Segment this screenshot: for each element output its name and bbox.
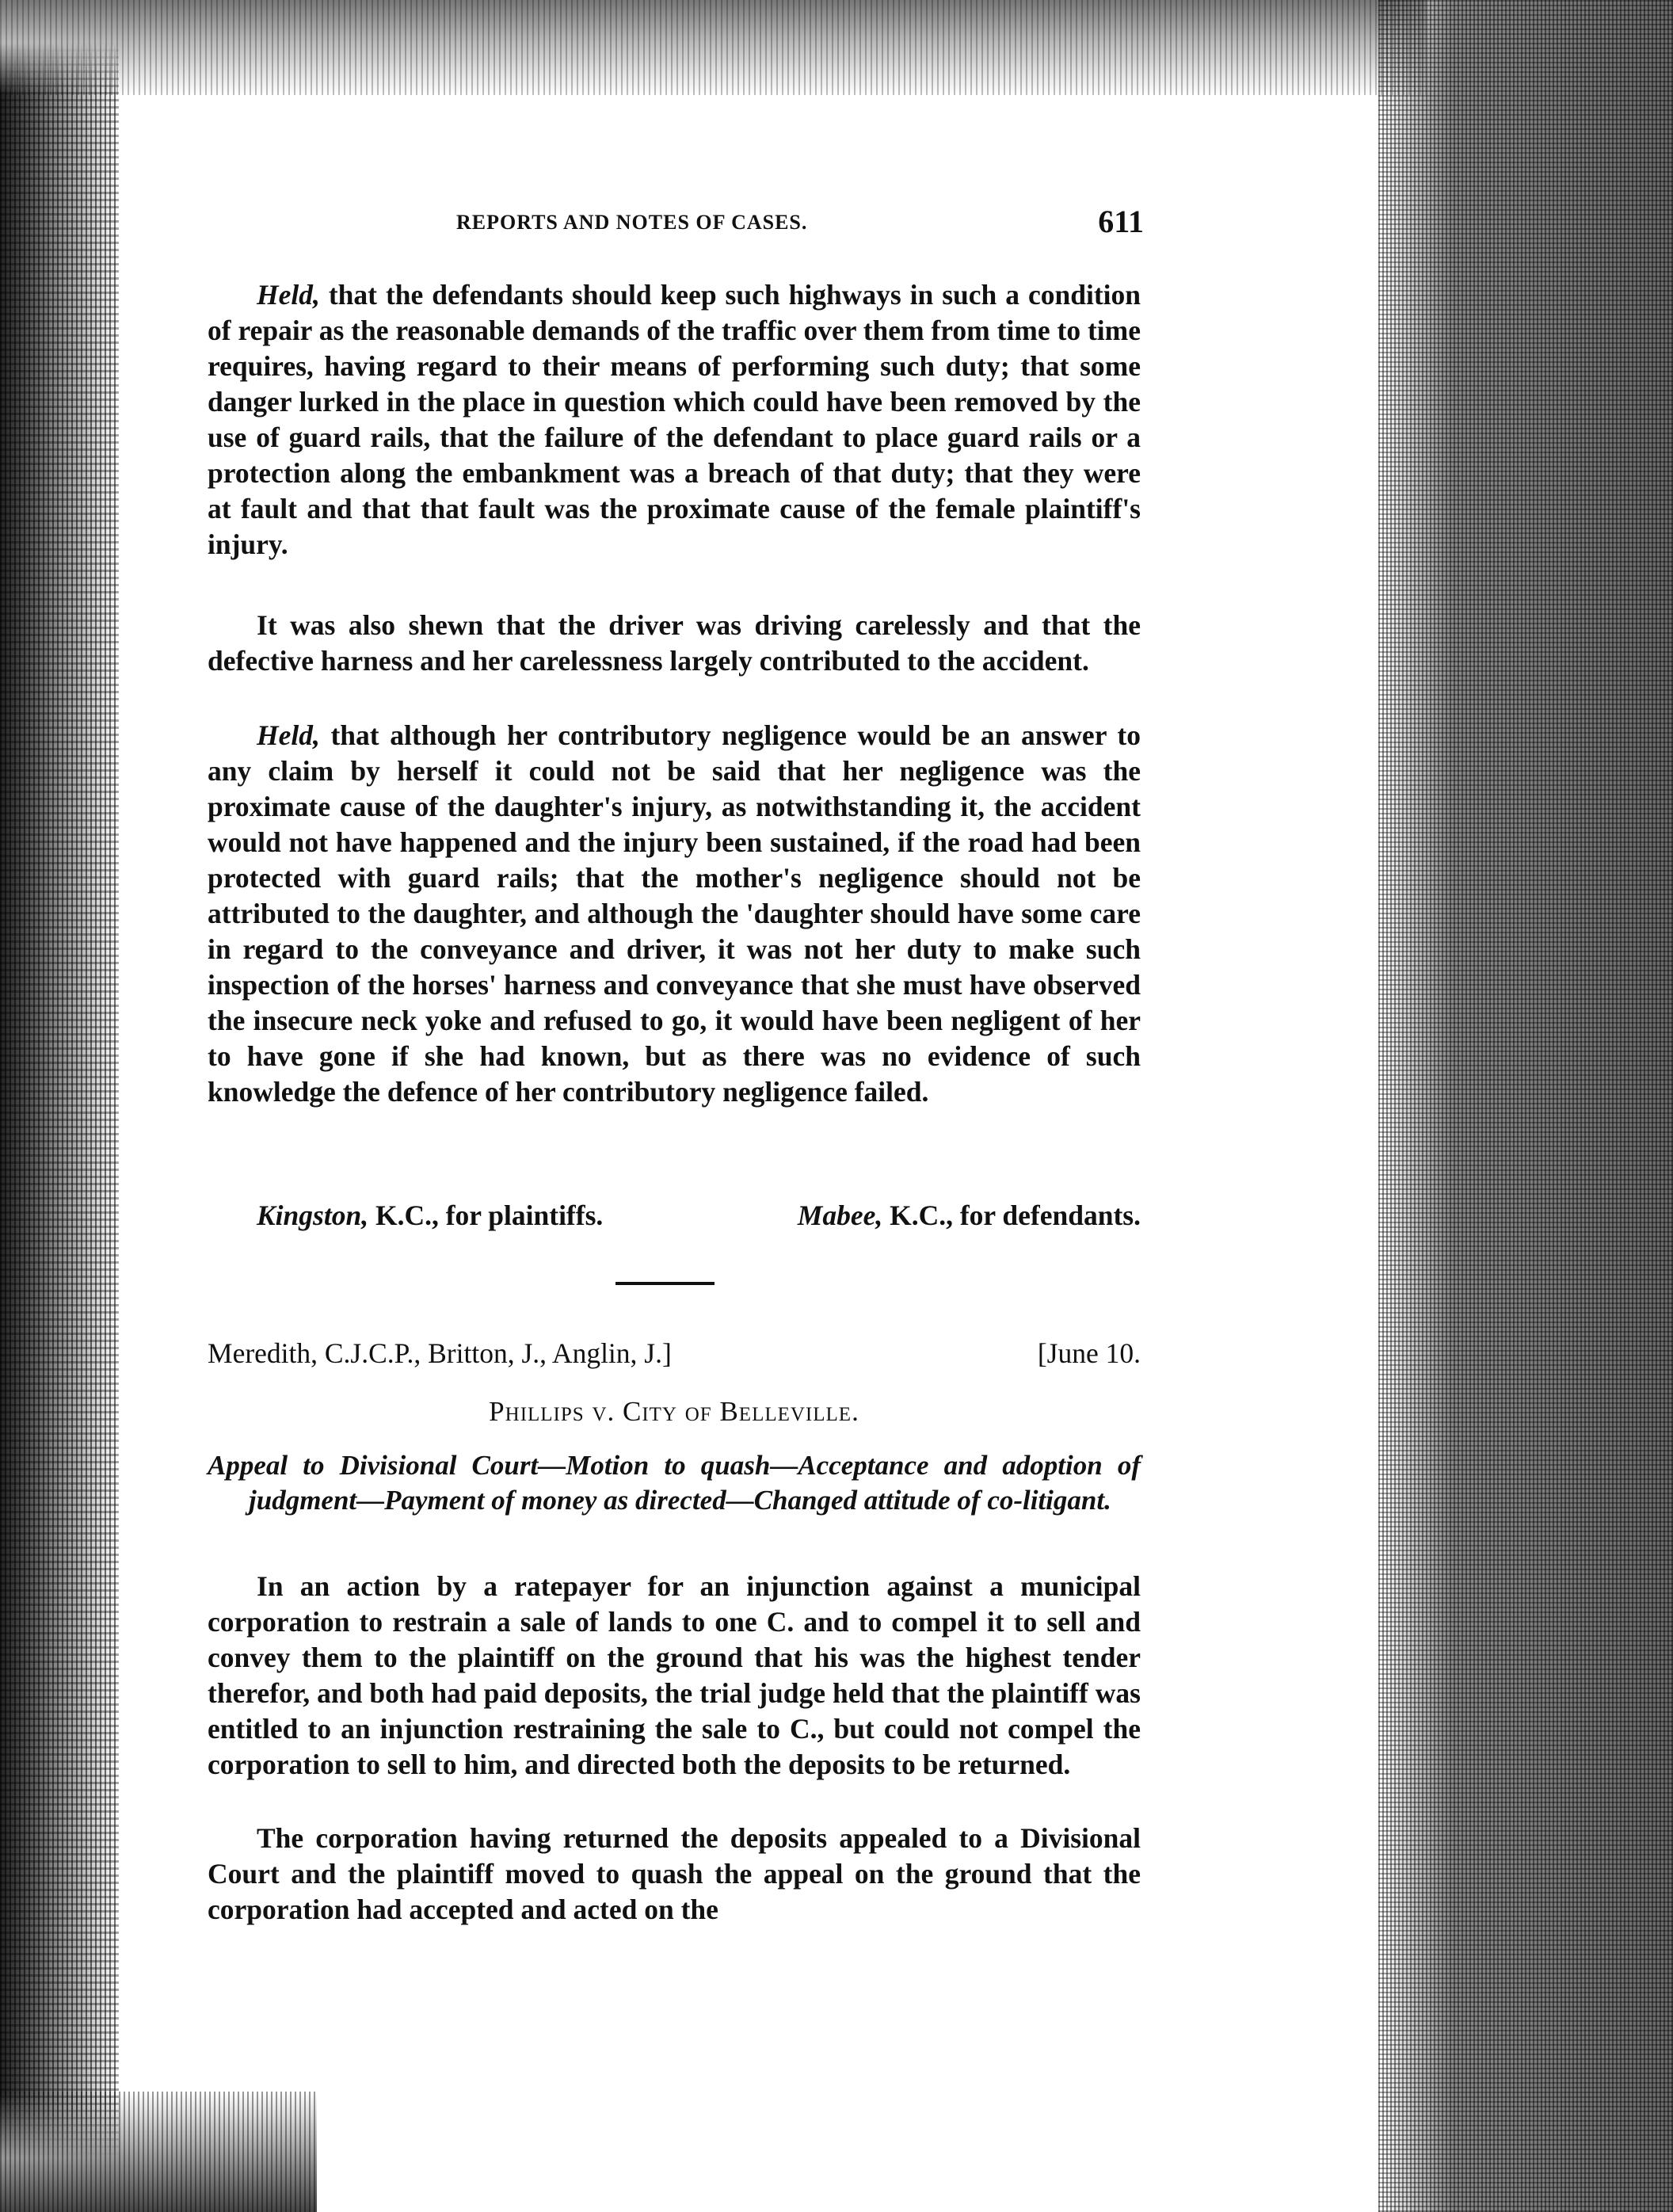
paragraph-text: that although her contributory negligence would be an answer to any claim by herself it could not be said that her negligence was the proximate cause of the daughter's injury, as notwithstanding it, the accident would not have happened and the injury been sustained, if the road had been protected with guard rails; that the mother's negligence should not be attributed to the daughter, and although the 'daughter should have some care in regard to the conveyance and driver, it was not her duty to make such inspection of the horses' harness and conveyance that she must have observed the insecure neck yoke and refused to go, it would have been negligent of her to have gone if she had known, but as there was no evidence of such knowledge the defence of her contributory negligence failed. — [208, 719, 1141, 1108]
counsel-defendants: Mabee, K.C., for defendants. — [797, 1199, 1141, 1231]
case1-paragraph-2 — [208, 608, 1141, 679]
paragraph-text: The corporation having returned the deposits appealed to a Divisional Court and the plaintiff moved to quash the appeal on the ground that the corporation had accepted and acted on the — [208, 1822, 1141, 1925]
scan-margin-top — [0, 0, 1426, 95]
counsel-line — [257, 1198, 1141, 1234]
decision-date: [June 10. — [1037, 1337, 1141, 1369]
page-number: 611 — [1098, 204, 1144, 239]
paragraph-text: In an action by a ratepayer for an injunction against a municipal corporation to restrain a sale of lands to one C. and to compel it to sell and convey them to the plaintiff on the ground that his was the highest tender therefor, and both had paid deposits, the trial judge held that the plaintiff was entitled to an injunction restraining the sale to C., but could not compel the corporation to sell to him, and directed both the deposits to be returned. — [208, 1570, 1141, 1780]
page-header — [456, 204, 1144, 239]
case2-paragraph-1 — [208, 1569, 1141, 1783]
paragraph-text: that the defendants should keep such highways in such a condition of repair as the reasonable demands of the traffic over them from time to time requires, having regard to their means of performing such duty; that some danger lurked in the place in question which could have been removed by the use of guard rails, that the failure of the defendant to place guard rails or a protection along the embankment was a breach of that duty; that they were at fault and that that fault was the proximate cause of the female plaintiff's injury. — [208, 279, 1141, 560]
scan-margin-right — [1378, 0, 1673, 2212]
scan-margin-left — [0, 0, 119, 2212]
counsel-plaintiffs: Kingston, K.C., for plaintiffs. — [257, 1199, 604, 1231]
section-divider — [615, 1282, 715, 1285]
bench: Meredith, C.J.C.P., Britton, J., Anglin, J.] — [208, 1337, 672, 1369]
case1-paragraph-3 — [208, 718, 1141, 1110]
case1-paragraph-1 — [208, 277, 1141, 563]
held-label: Held, — [257, 279, 320, 311]
paragraph-text: It was also shewn that the driver was driving carelessly and that the defective harness and her carelessness largely contributed to the accident. — [208, 609, 1141, 677]
case2-paragraph-2 — [208, 1821, 1141, 1928]
headnote: Appeal to Divisional Court—Motion to quash—Acceptance and adoption of judgment—Payment of money as directed—Changed attitude of co-litigant. — [208, 1450, 1141, 1516]
held-label: Held, — [257, 719, 320, 751]
scan-margin-bottom — [0, 2092, 317, 2212]
case-title: Phillips v. City of Belleville. — [489, 1396, 859, 1427]
running-head: REPORTS AND NOTES OF CASES. — [456, 211, 808, 234]
